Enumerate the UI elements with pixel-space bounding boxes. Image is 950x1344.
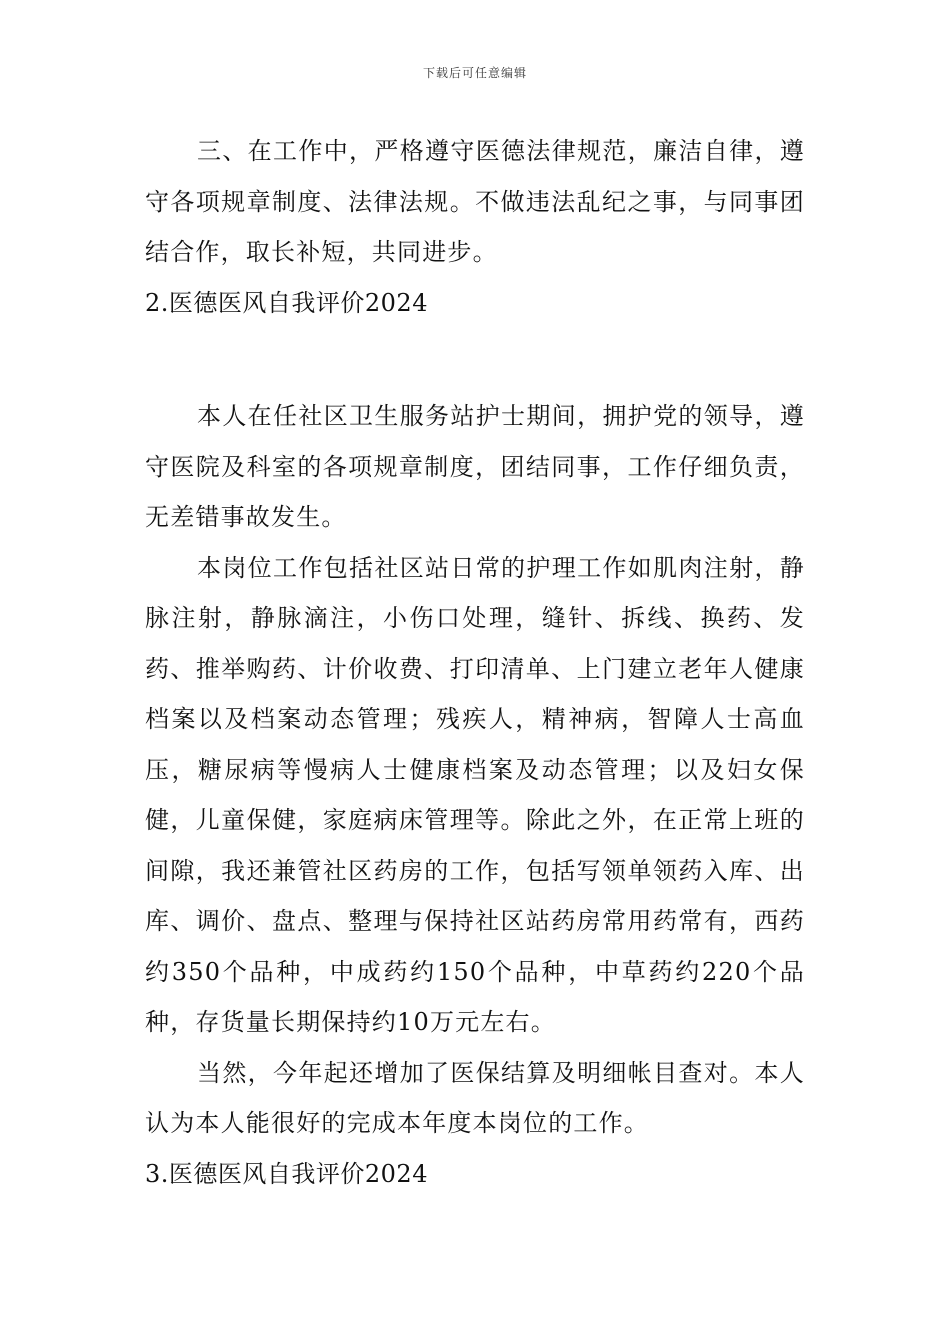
document-body — [145, 126, 805, 1199]
paragraph-2: 本人在任社区卫生服务站护士期间，拥护党的领导，遵守医院及科室的各项规章制度，团结同事，工作仔细负责，无差错事故发生。 — [145, 402, 805, 531]
section-heading-3: 3.医德医风自我评价2024 — [145, 1159, 428, 1188]
paragraph-1: 三、在工作中，严格遵守医德法律规范，廉洁自律，遵守各项规章制度、法律法规。不做违法乱纪之事，与同事团结合作，取长补短，共同进步。 — [145, 137, 805, 266]
section-heading-2: 2.医德医风自我评价2024 — [145, 288, 428, 317]
paragraph-4: 当然，今年起还增加了医保结算及明细帐目查对。本人认为本人能很好的完成本年度本岗位的工作。 — [145, 1058, 805, 1137]
page-header-note: 下载后可任意编辑 — [422, 66, 527, 80]
blank-gap — [145, 328, 805, 391]
paragraph-3: 本岗位工作包括社区站日常的护理工作如肌肉注射，静脉注射，静脉滴注，小伤口处理，缝针、拆线、换药、发药、推举购药、计价收费、打印清单、上门建立老年人健康档案以及档案动态管理；残疾人，精神病，智障人士高血压，糖尿病等慢病人士健康档案及动态管理；以及妇女保健，儿童保健，家庭病床管理等。除此之外，在正常上班的间隙，我还兼管社区药房的工作，包括写领单领药入库、出库、调价、盘点、整理与保持社区站药房常用药常有，西药约350个品种，中成药约150个品种，中草药约220个品种，存货量长期保持约10万元左右。 — [145, 553, 805, 1036]
